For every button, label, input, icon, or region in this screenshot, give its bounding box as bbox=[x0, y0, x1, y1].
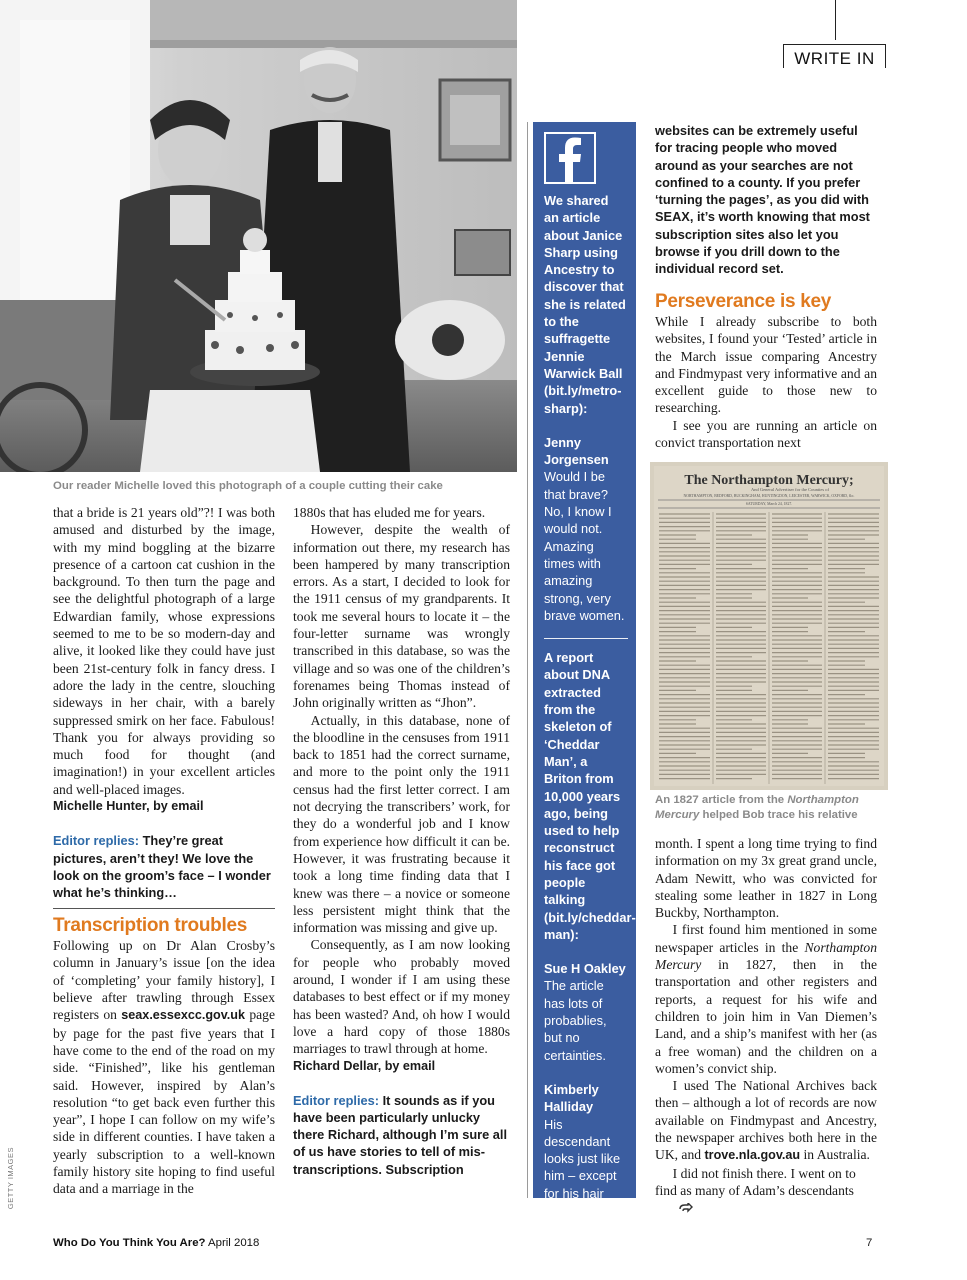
newspaper-caption: An 1827 article from the Northampton Mercury helped Bob trace his relative bbox=[655, 794, 859, 821]
letter-paragraph: I did not finish there. I went on to find as many of Adam’s descendants bbox=[655, 1165, 877, 1218]
footer-magazine: Who Do You Think You Are? April 2018 bbox=[53, 1237, 260, 1249]
editor-reply-text: It sounds as if you have been particularly unlucky there Richard, although I’m sure all of us have stories to tell of mis-transcriptions. Subscription bbox=[293, 1092, 508, 1177]
letter-paragraph: However, despite the wealth of information out there, my research has been hampered by many transcription errors. As a start, I decided to look for the 1911 census of my grandparents. It took me several hours to locate it – the four-letter surname was wrongly transcribed in this database, so was the village and so was one of the children’s forenames being Thomas instead of John originally written as “Jhon”. bbox=[293, 522, 510, 711]
letter-signature: Michelle Hunter, by email bbox=[53, 799, 204, 814]
section-divider bbox=[53, 908, 275, 909]
letter-heading: Perseverance is key bbox=[655, 291, 832, 312]
letter-paragraph: Actually, in this database, none of the bloodline in the censuses from 1911 back to 1851 had the correct surname, and more to the point only the 1911 census had the first letter correct. I am not decrying the transcribers’ work, for they do a wonderful job and I know from experience how difficult it can be. However, it was frustrating because it took a long time finding data that I knew was there – a novice or someone less persistent might think that the information was missing and give up. bbox=[293, 712, 510, 936]
letter-signature: Richard Dellar, by email bbox=[293, 1058, 436, 1073]
letter-paragraph: month. I spent a long time trying to find information on my 3x great grand uncle, Adam Newitt, who was convicted for stealing some leather in 1827 in Long Buckby, Northampton. bbox=[655, 836, 877, 921]
trove-link: trove.nla.gov.au bbox=[704, 1148, 801, 1163]
letter-paragraph: I used The National Archives back then – although a lot of records are now available on Findmypast and Ancestry, the newspaper archives both here in the UK, and trove.nla.gov.au in Australia. bbox=[655, 1078, 877, 1163]
editor-reply-label: Editor replies: bbox=[53, 833, 140, 849]
newspaper-masthead: The Northampton Mercury; bbox=[684, 473, 854, 488]
newspaper-image bbox=[650, 462, 888, 790]
facebook-icon bbox=[544, 132, 596, 184]
letter-paragraph: Consequently, as I am now looking for people who probably moved around, I wonder if I am using these databases to best effect or if my money has been wasted? And, oh how I would love a hard copy of those 1880s marriages to trawl through at home. bbox=[293, 937, 510, 1057]
editor-reply bbox=[53, 832, 275, 901]
commenter-name: Sue H Oakley bbox=[544, 961, 626, 977]
photo-caption: Our reader Michelle loved this photograph of a couple cutting their cake bbox=[53, 480, 443, 492]
column-3-top bbox=[655, 313, 877, 451]
comment-text: Would I be that brave? No, I know I would not. Amazing times with amazing strong, very brave women. bbox=[544, 469, 625, 623]
newspaper-counties: NORTHAMPTON, BEDFORD, BUCKINGHAM, HUNTINGDON, LEICESTER, WARWICK, OXFORD, &c. bbox=[683, 494, 855, 498]
comment-text: His descendant looks just like him – except for his hair and his skin tones. bbox=[544, 1116, 621, 1236]
header-horizontal-rule bbox=[783, 44, 886, 45]
letter-paragraph: While I already subscribe to both websites, I found your ‘Tested’ article in the March issue comparing Ancestry and Findmypast very informative and an excellent guide to those new to researching. bbox=[655, 314, 877, 416]
letter-paragraph: 1880s that has eluded me for years. bbox=[293, 505, 486, 520]
header-vertical-rule bbox=[835, 0, 836, 40]
letter-paragraph: I first found him mentioned in some newspaper articles in the Northampton Mercury in 1827, then in the transportation and other registers and reports, a request for his wife and children to join him in Van Diemen’s Land, and a ship’s manifest with her (as a free woman) and the children on a women’s convict ship. bbox=[655, 922, 877, 1076]
arrow-continue-icon bbox=[661, 1200, 693, 1217]
wedding-cake-photo bbox=[0, 0, 517, 472]
facebook-post-intro: We shared an article about Janice Sharp using Ancestry to discover that she is related to the suffragette Jennie Warwick Ball (bit.ly/metro-sharp): bbox=[544, 193, 626, 416]
panel-divider bbox=[544, 638, 628, 639]
facebook-panel bbox=[533, 122, 636, 1236]
editor-reply-continued: websites can be extremely useful for tracing people who moved around as your searches are not confined to a county. If you prefer ‘turning the pages’, as you did with SEAX, it’s worth knowing that most subscription sites also let you browse if you drill down to the individual record set. bbox=[655, 123, 870, 277]
letter-heading: Transcription troubles bbox=[53, 915, 247, 937]
editor-reply-text: They’re great pictures, aren’t they! We love the look on the groom’s face – I wonder what he’s thinking… bbox=[53, 833, 271, 900]
editor-reply bbox=[293, 1092, 510, 1178]
photo-credit: GETTY IMAGES bbox=[6, 1147, 15, 1210]
comment-text: The article has lots of probablies, but no certainties. bbox=[544, 978, 607, 1063]
commenter-name: Kimberly Halliday bbox=[544, 1081, 599, 1115]
seax-link: seax.essexcc.gov.uk bbox=[121, 1008, 245, 1023]
column-2 bbox=[293, 504, 510, 1178]
letter-paragraph: Following up on Dr Alan Crosby’s column in January’s issue [on the idea of ‘completing’ your family history], I believe after trawling through Essex registers on seax.essexcc.gov.uk page by page for the past five years that I have come to the end of the road on my side. “Finished”, like his gentleman said. However, inspired by Alan’s resolution “to get back even further this year”, I hope I can follow on my wife’s side in different counties. I have taken a yearly subscription to a well-known family history site hoping to find useful data and a marriage in the bbox=[53, 938, 275, 1197]
column-3-bottom bbox=[655, 835, 877, 1218]
column-1 bbox=[53, 504, 275, 1198]
editor-reply-label: Editor replies: bbox=[293, 1092, 380, 1108]
newspaper-date: SATURDAY, March 24, 1827. bbox=[745, 502, 793, 506]
facebook-post-intro: A report about DNA extracted from the skeleton of ‘Cheddar Man’, a Briton from 10,000 years ago, being used to help reconstruct his face got people talking (bit.ly/cheddar-man): bbox=[544, 650, 636, 942]
letter-paragraph: that a bride is 21 years old”?! I was both amused and disturbed by the image, with my mind boggling at the bizarre presence of a cartoon cat cushion in the background. To then turn the page and see the delightful photograph of a large Edwardian family, whose expressions seemed to me to be so modern-day and alive, it looked like they could have just been 21st-century folk in fancy dress. I adore the lady in the centre, slouching sideways in her chair, with a barely suppressed smirk on her face. Fabulous! Thank you for always providing so much food for thought (and imagination!) in your excellent articles and well-placed images. bbox=[53, 505, 275, 797]
letter-paragraph: I see you are running an article on convict transportation next bbox=[655, 417, 877, 451]
commenter-name: Jenny Jorgensen bbox=[544, 434, 609, 468]
section-title: WRITE IN bbox=[794, 49, 875, 68]
page-number: 7 bbox=[866, 1237, 873, 1249]
newspaper-subtitle: And General Advertiser for the Counties of bbox=[751, 487, 829, 492]
panel-side-rule bbox=[527, 122, 528, 1198]
